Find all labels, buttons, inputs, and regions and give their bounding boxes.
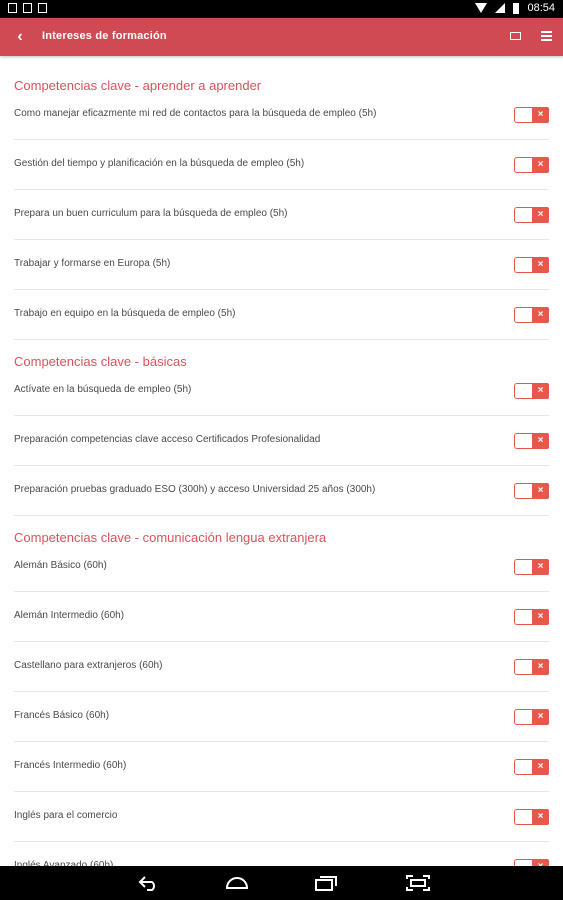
close-icon: × [532, 809, 549, 825]
list-item-label: Alemán Básico (60h) [14, 560, 107, 571]
list-item[interactable] [14, 742, 549, 792]
list-item-label: Como manejar eficazmente mi red de contactos para la búsqueda de empleo (5h) [14, 108, 377, 119]
interest-toggle[interactable] [514, 307, 549, 323]
close-icon: × [532, 433, 549, 449]
close-icon: × [532, 483, 549, 499]
nav-back-icon[interactable] [137, 874, 159, 892]
list-item[interactable] [14, 190, 549, 240]
list-item[interactable] [14, 140, 549, 190]
close-icon: × [532, 207, 549, 223]
app-bar [0, 18, 563, 56]
list-item-label: Preparación competencias clave acceso Certificados Profesionalidad [14, 434, 321, 445]
status-time: 08:54 [527, 2, 555, 14]
nav-fullscreen-icon[interactable] [405, 874, 431, 892]
list-item[interactable] [14, 416, 549, 466]
close-icon: × [532, 759, 549, 775]
interest-toggle[interactable] [514, 257, 549, 273]
signal-icon [495, 3, 505, 13]
mail-icon[interactable] [510, 32, 521, 40]
menu-icon[interactable] [541, 31, 552, 41]
list-item[interactable] [14, 240, 549, 290]
interest-toggle[interactable] [514, 759, 549, 775]
list-item-label: Preparación pruebas graduado ESO (300h) y acceso Universidad 25 años (300h) [14, 484, 376, 495]
sd-card-icon [23, 3, 32, 13]
training-interests-list[interactable] [0, 56, 563, 866]
list-item[interactable] [14, 90, 549, 140]
close-icon: × [532, 709, 549, 725]
back-arrow-icon[interactable]: ‹ [17, 28, 23, 45]
section-title: Competencias clave - aprender a aprender [14, 78, 262, 93]
interest-toggle[interactable] [514, 559, 549, 575]
notification-icon [8, 3, 17, 13]
list-item-label: Prepara un buen curriculum para la búsqueda de empleo (5h) [14, 208, 288, 219]
navigation-bar [0, 866, 563, 900]
interest-toggle[interactable] [514, 433, 549, 449]
list-item-label: Gestión del tiempo y planificación en la búsqueda de empleo (5h) [14, 158, 305, 169]
close-icon: × [532, 307, 549, 323]
close-icon: × [532, 383, 549, 399]
close-icon: × [532, 157, 549, 173]
list-item-label: Castellano para extranjeros (60h) [14, 660, 163, 671]
list-item[interactable] [14, 592, 549, 642]
interest-toggle[interactable] [514, 207, 549, 223]
wifi-icon [475, 3, 487, 13]
interest-toggle[interactable] [514, 483, 549, 499]
list-item[interactable] [14, 366, 549, 416]
list-item[interactable] [14, 466, 549, 516]
battery-icon [513, 3, 519, 14]
list-item[interactable] [14, 642, 549, 692]
list-item-label: Francés Básico (60h) [14, 710, 110, 721]
status-bar [0, 0, 563, 18]
divider [14, 515, 549, 516]
interest-toggle[interactable] [514, 809, 549, 825]
close-icon: × [532, 107, 549, 123]
interest-toggle[interactable] [514, 709, 549, 725]
section-title: Competencias clave - comunicación lengua extranjera [14, 530, 327, 545]
list-item-label: Alemán Intermedio (60h) [14, 610, 125, 621]
list-item[interactable] [14, 542, 549, 592]
interest-toggle[interactable] [514, 383, 549, 399]
close-icon: × [532, 257, 549, 273]
list-item-label: Francés Intermedio (60h) [14, 760, 127, 771]
interest-toggle[interactable] [514, 107, 549, 123]
nav-home-icon[interactable] [224, 874, 250, 892]
divider [14, 339, 549, 340]
interest-toggle[interactable] [514, 659, 549, 675]
close-icon: × [532, 559, 549, 575]
list-item[interactable] [14, 692, 549, 742]
interest-toggle[interactable] [514, 157, 549, 173]
list-item[interactable] [14, 792, 549, 842]
image-icon [38, 3, 47, 13]
close-icon: × [532, 659, 549, 675]
list-item-label: Trabajo en equipo en la búsqueda de empleo (5h) [14, 308, 236, 319]
list-item-label: Trabajar y formarse en Europa (5h) [14, 258, 171, 269]
section-title: Competencias clave - básicas [14, 354, 187, 369]
page-title: Intereses de formación [42, 30, 167, 42]
nav-recent-apps-icon[interactable] [314, 874, 338, 892]
list-item[interactable] [14, 290, 549, 340]
close-icon: × [532, 609, 549, 625]
list-item-label: Actívate en la búsqueda de empleo (5h) [14, 384, 192, 395]
list-item-label: Inglés para el comercio [14, 810, 118, 821]
interest-toggle[interactable] [514, 609, 549, 625]
